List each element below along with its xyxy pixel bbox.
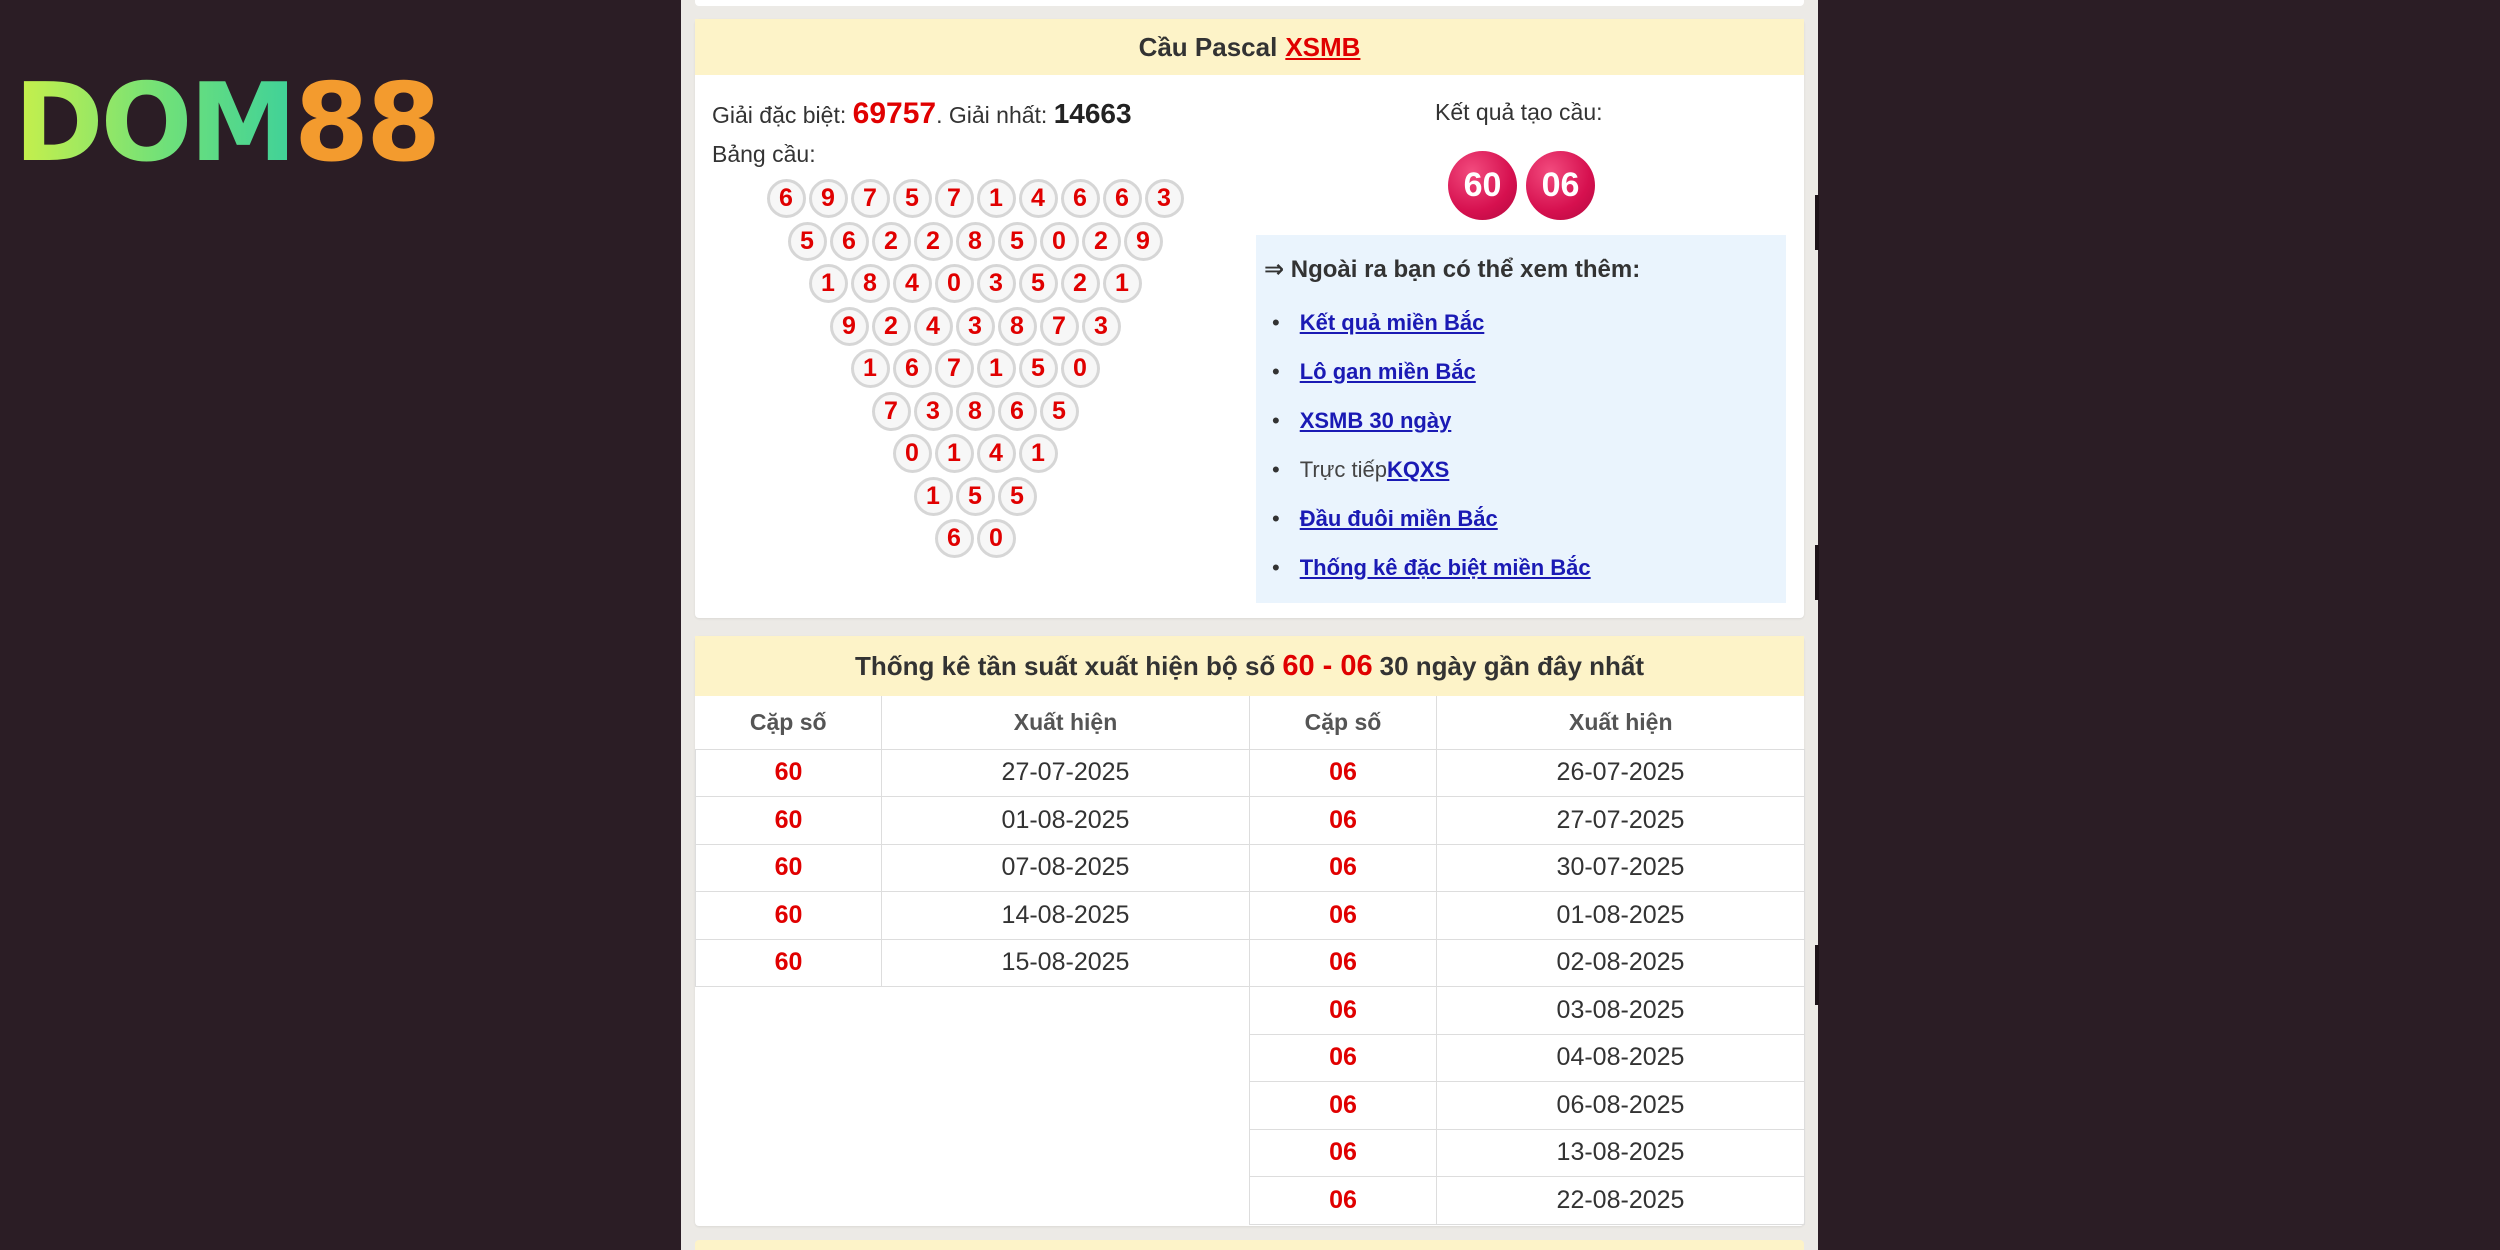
empty-cell (696, 987, 1250, 1035)
pascal-digit: 5 (1019, 264, 1058, 303)
pascal-row (695, 392, 1255, 435)
pair-cell: 06 (1250, 892, 1437, 940)
pascal-card (695, 19, 1804, 618)
result-label: Kết quả tạo cầu: (1435, 99, 1603, 125)
date-cell: 02-08-2025 (1437, 939, 1805, 987)
pascal-digit: 4 (977, 434, 1016, 473)
date-cell: 15-08-2025 (882, 939, 1250, 987)
pascal-digit: 6 (830, 222, 869, 261)
pascal-digit: 6 (1061, 179, 1100, 218)
logo-text-dom: DOM (14, 61, 294, 186)
pascal-digit: 1 (851, 349, 890, 388)
pair-cell: 06 (1250, 1034, 1437, 1082)
first-prize-label: . Giải nhất: (936, 102, 1048, 128)
see-more-item (1272, 543, 1786, 592)
pair-cell: 06 (1250, 987, 1437, 1035)
pascal-digit: 4 (914, 307, 953, 346)
table-row (696, 892, 1805, 940)
pascal-digit: 0 (893, 434, 932, 473)
pascal-digit: 7 (872, 392, 911, 431)
pair-cell: 06 (1250, 1177, 1437, 1225)
result-balls (1448, 151, 1595, 220)
pascal-digit: 1 (935, 434, 974, 473)
pascal-digit: 9 (809, 179, 848, 218)
pascal-digit: 9 (1124, 222, 1163, 261)
date-cell: 04-08-2025 (1437, 1034, 1805, 1082)
frequency-stats-card (695, 636, 1804, 1226)
pascal-digit: 6 (767, 179, 806, 218)
table-header-row (696, 696, 1805, 749)
pascal-digit: 2 (872, 307, 911, 346)
pascal-digit: 0 (935, 264, 974, 303)
date-cell: 01-08-2025 (1437, 892, 1805, 940)
col-header-seen: Xuất hiện (1437, 696, 1805, 749)
empty-cell (696, 1177, 1250, 1225)
pascal-digit: 5 (998, 477, 1037, 516)
pascal-digit: 3 (1082, 307, 1121, 346)
pascal-title-text: Cầu Pascal (1138, 31, 1278, 62)
bullet-icon: • (1272, 456, 1280, 482)
pascal-digit: 0 (1040, 222, 1079, 261)
pascal-digit: 1 (914, 477, 953, 516)
pascal-digit: 5 (1040, 392, 1079, 431)
pascal-digit: 3 (977, 264, 1016, 303)
table-row (696, 939, 1805, 987)
pascal-digit: 2 (914, 222, 953, 261)
pascal-triangle (695, 179, 1255, 562)
see-more-link[interactable]: XSMB 30 ngày (1299, 407, 1452, 433)
see-more-box (1256, 235, 1786, 603)
empty-cell (696, 1034, 1250, 1082)
see-more-link[interactable]: KQXS (1386, 456, 1450, 482)
pascal-digit: 1 (977, 179, 1016, 218)
pascal-row (695, 179, 1255, 222)
pair-cell: 06 (1250, 1129, 1437, 1177)
pair-cell: 60 (696, 844, 882, 892)
empty-cell (696, 1082, 1250, 1130)
pascal-row (695, 477, 1255, 520)
pascal-digit: 5 (893, 179, 932, 218)
pair-cell: 60 (696, 892, 882, 940)
pascal-digit: 3 (914, 392, 953, 431)
pascal-digit: 3 (956, 307, 995, 346)
special-prize-label: Giải đặc biệt: (712, 102, 847, 128)
pascal-digit: 3 (1145, 179, 1184, 218)
pascal-digit: 1 (1103, 264, 1142, 303)
stats-title-prefix: Thống kê tần suất xuất hiện bộ số (854, 650, 1276, 681)
pascal-digit: 6 (893, 349, 932, 388)
scroll-edge-mark (1815, 195, 1819, 250)
pascal-row (695, 222, 1255, 265)
see-more-link[interactable]: Thống kê đặc biệt miền Bắc (1299, 554, 1591, 580)
col-header-pair: Cặp số (1250, 696, 1437, 749)
result-ball: 60 (1448, 151, 1517, 220)
prize-info (712, 97, 1132, 131)
see-more-item (1272, 494, 1786, 543)
pascal-table-label: Bảng cầu: (712, 141, 816, 167)
pair-cell: 06 (1250, 797, 1437, 845)
see-more-item (1272, 445, 1786, 494)
frequency-stats-title (695, 636, 1804, 696)
pascal-digit: 4 (1019, 179, 1058, 218)
pascal-digit: 0 (1061, 349, 1100, 388)
date-cell: 14-08-2025 (882, 892, 1250, 940)
pascal-digit: 6 (935, 519, 974, 558)
frequency-table (695, 696, 1805, 1225)
pascal-row (695, 307, 1255, 350)
table-row (696, 1082, 1805, 1130)
col-header-seen: Xuất hiện (882, 696, 1250, 749)
date-cell: 06-08-2025 (1437, 1082, 1805, 1130)
pascal-digit: 8 (998, 307, 1037, 346)
table-row (696, 749, 1805, 797)
date-cell: 27-07-2025 (882, 749, 1250, 797)
bullet-icon: • (1272, 407, 1280, 433)
pascal-digit: 2 (1082, 222, 1121, 261)
see-more-item (1272, 396, 1786, 445)
see-more-item (1272, 298, 1786, 347)
pascal-digit: 7 (935, 179, 974, 218)
main-content-column (681, 0, 1818, 1250)
pascal-digit: 5 (788, 222, 827, 261)
previous-card-edge (695, 0, 1804, 6)
see-more-title: ⇒ Ngoài ra bạn có thể xem thêm: (1264, 256, 1641, 283)
date-cell: 22-08-2025 (1437, 1177, 1805, 1225)
date-cell: 26-07-2025 (1437, 749, 1805, 797)
pair-cell: 60 (696, 939, 882, 987)
pascal-digit: 9 (830, 307, 869, 346)
pascal-row (695, 264, 1255, 307)
table-row (696, 1034, 1805, 1082)
pascal-digit: 7 (851, 179, 890, 218)
first-prize-value: 14663 (1053, 98, 1132, 129)
bullet-icon: • (1272, 554, 1280, 580)
date-cell: 27-07-2025 (1437, 797, 1805, 845)
logo-text-88: 88 (293, 61, 439, 186)
pair-cell: 06 (1250, 844, 1437, 892)
date-cell: 07-08-2025 (882, 844, 1250, 892)
pair-cell: 60 (696, 797, 882, 845)
pascal-digit: 1 (809, 264, 848, 303)
see-more-link[interactable]: Lô gan miền Bắc (1299, 358, 1476, 384)
pair-cell: 06 (1250, 939, 1437, 987)
scroll-edge-mark (1815, 945, 1819, 1005)
empty-cell (696, 1129, 1250, 1177)
bullet-icon: • (1272, 309, 1280, 335)
pascal-digit: 8 (956, 392, 995, 431)
see-more-item (1272, 347, 1786, 396)
see-more-prefix: Trực tiếp (1299, 456, 1387, 482)
pascal-digit: 6 (998, 392, 1037, 431)
pascal-digit: 8 (956, 222, 995, 261)
next-card-edge (695, 1240, 1804, 1250)
pascal-row (695, 519, 1255, 562)
pair-cell: 60 (696, 749, 882, 797)
pascal-digit: 5 (1019, 349, 1058, 388)
pascal-digit: 8 (851, 264, 890, 303)
table-row (696, 1177, 1805, 1225)
table-row (696, 844, 1805, 892)
date-cell: 30-07-2025 (1437, 844, 1805, 892)
pascal-digit: 6 (1103, 179, 1142, 218)
see-more-list (1264, 298, 1786, 592)
pascal-digit: 0 (977, 519, 1016, 558)
pascal-row (695, 349, 1255, 392)
date-cell: 03-08-2025 (1437, 987, 1805, 1035)
table-row (696, 987, 1805, 1035)
special-prize-value: 69757 (852, 97, 937, 130)
pascal-digit: 2 (872, 222, 911, 261)
dom88-logo (14, 61, 439, 186)
result-ball: 06 (1526, 151, 1595, 220)
pascal-digit: 7 (1040, 307, 1079, 346)
pascal-digit: 2 (1061, 264, 1100, 303)
pascal-digit: 1 (977, 349, 1016, 388)
table-row (696, 1129, 1805, 1177)
xsmb-link[interactable]: XSMB (1285, 31, 1361, 62)
pascal-row (695, 434, 1255, 477)
pair-cell: 06 (1250, 749, 1437, 797)
stats-title-suffix: 30 ngày gần đây nhất (1379, 650, 1645, 681)
pascal-digit: 1 (1019, 434, 1058, 473)
bullet-icon: • (1272, 358, 1280, 384)
bullet-icon: • (1272, 505, 1280, 531)
see-more-link[interactable]: Đầu đuôi miền Bắc (1299, 505, 1498, 531)
pascal-digit: 4 (893, 264, 932, 303)
pascal-card-title (695, 19, 1804, 75)
date-cell: 01-08-2025 (882, 797, 1250, 845)
col-header-pair: Cặp số (696, 696, 882, 749)
pascal-digit: 7 (935, 349, 974, 388)
table-row (696, 797, 1805, 845)
pascal-digit: 5 (998, 222, 1037, 261)
see-more-link[interactable]: Kết quả miền Bắc (1299, 309, 1485, 335)
scroll-edge-mark (1815, 545, 1819, 600)
pascal-digit: 5 (956, 477, 995, 516)
pair-cell: 06 (1250, 1082, 1437, 1130)
stats-pair-a: 60 - 06 (1282, 649, 1373, 682)
date-cell: 13-08-2025 (1437, 1129, 1805, 1177)
